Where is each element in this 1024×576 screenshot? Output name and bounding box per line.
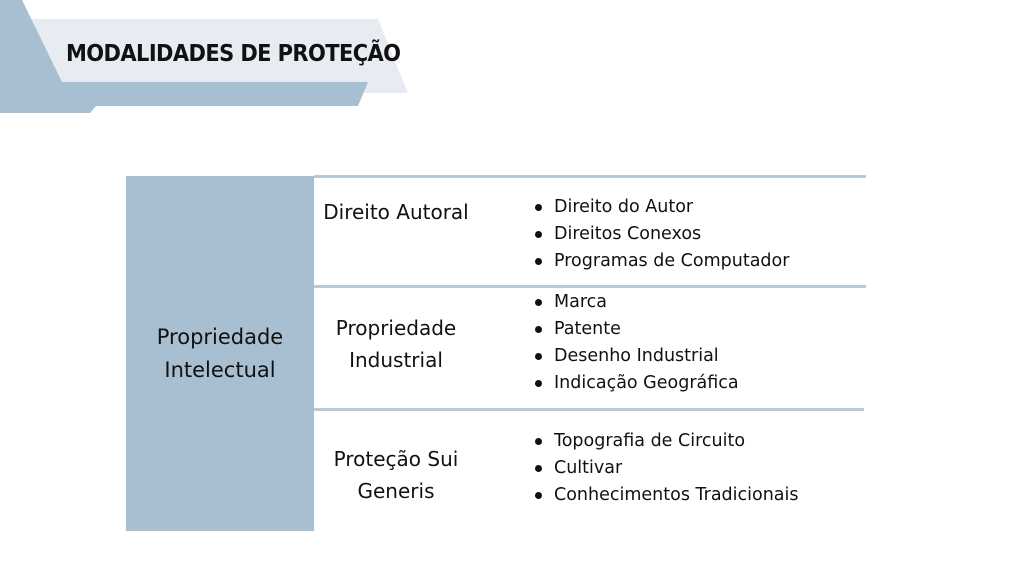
- bullet-icon: [535, 492, 542, 499]
- list-item: Topografia de Circuito: [532, 428, 799, 455]
- divider-top: [314, 175, 866, 178]
- bullet-icon: [535, 465, 542, 472]
- bullet-icon: [535, 380, 542, 387]
- branch-label-propriedade-industrial: Propriedade Industrial: [335, 316, 457, 372]
- list-item: Marca: [532, 289, 739, 316]
- list-item: Patente: [532, 316, 739, 343]
- branch-label-direito-autoral: Direito Autoral: [323, 200, 469, 224]
- bullet-icon: [535, 353, 542, 360]
- root-label: Propriedade Intelectual: [156, 324, 284, 382]
- branch-label-protecao-sui-generis: Proteção Sui Generis: [333, 447, 459, 503]
- bullet-icon: [535, 438, 542, 445]
- bullet-icon: [535, 299, 542, 306]
- list-item: Desenho Industrial: [532, 343, 739, 370]
- divider-middle-2: [314, 408, 864, 411]
- branch-items-protecao-sui-generis: [532, 428, 799, 509]
- list-item: Indicação Geográfica: [532, 370, 739, 397]
- list-item: Direito do Autor: [532, 194, 789, 221]
- bullet-icon: [535, 231, 542, 238]
- divider-middle-1: [314, 285, 866, 288]
- bullet-icon: [535, 204, 542, 211]
- page-title: MODALIDADES DE PROTEÇÃO: [66, 39, 401, 67]
- list-item: Direitos Conexos: [532, 221, 789, 248]
- branch-items-propriedade-industrial: [532, 289, 739, 397]
- bullet-icon: [535, 326, 542, 333]
- list-item: Programas de Computador: [532, 248, 789, 275]
- list-item: Cultivar: [532, 455, 799, 482]
- bullet-icon: [535, 258, 542, 265]
- branch-items-direito-autoral: [532, 194, 789, 275]
- root-cell: [126, 176, 314, 531]
- header-banner: [0, 0, 420, 120]
- list-item: Conhecimentos Tradicionais: [532, 482, 799, 509]
